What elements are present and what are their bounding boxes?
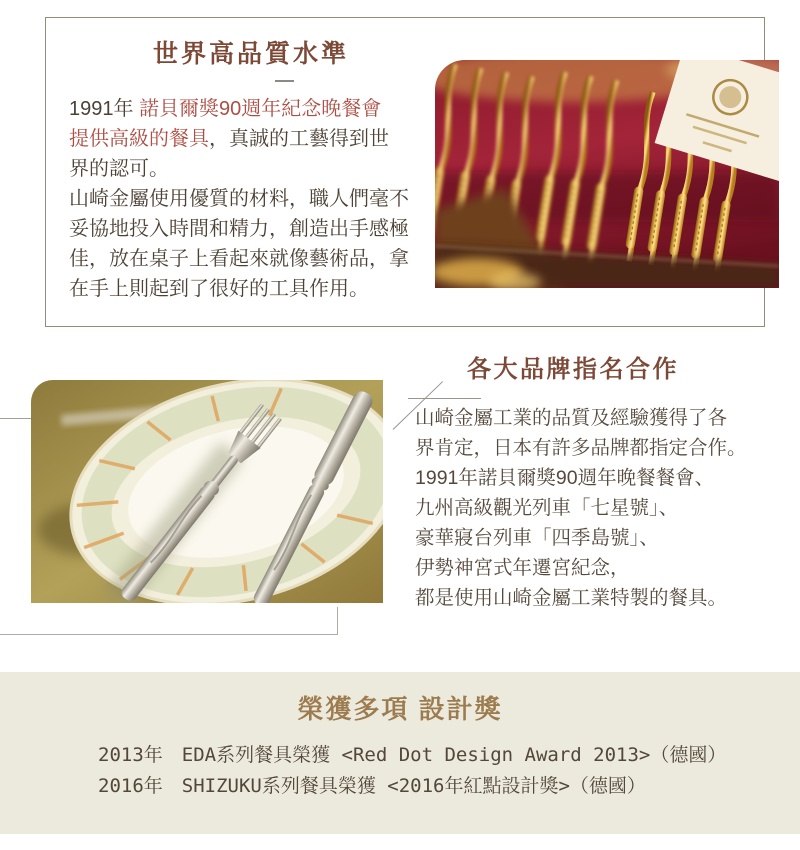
brands-line: 界肯定，日本有許多品牌都指定合作。 <box>415 437 747 459</box>
quality-section-title: 世界高品質水準 <box>152 40 349 68</box>
brands-line: 九州高級觀光列車「七星號」、 <box>415 497 679 519</box>
quality-line-text: ，真誠的工藝得到世 <box>209 128 389 150</box>
photo-frame-line-horizontal <box>0 634 338 635</box>
awards-section-title: 榮獲多項 設計獎 <box>297 694 503 724</box>
quality-line <box>69 124 435 154</box>
quality-line: 界的認可。 <box>69 158 169 180</box>
award-item: 2016年 SHIZUKU系列餐具榮獲 <2016年紅點設計獎>（德國） <box>98 775 646 797</box>
left-edge-connector-line <box>0 418 31 419</box>
photo-frame-line-vertical <box>337 607 338 635</box>
award-item: 2013年 EDA系列餐具榮獲 <Red Dot Design Award 2013>（德國） <box>98 744 727 766</box>
quality-line: 山崎金屬使用優質的材料，職人們毫不 <box>69 188 409 210</box>
awards-list <box>0 740 800 802</box>
quality-line-text: 1991年 <box>69 98 140 120</box>
quality-line: 妥協地投入時間和精力，創造出手感極 <box>69 218 409 240</box>
brands-line: 豪華寢台列車「四季島號」、 <box>415 527 659 549</box>
quality-line <box>69 94 435 124</box>
brands-section-title: 各大品牌指名合作 <box>467 356 679 383</box>
plate-cutlery-photo <box>31 380 383 603</box>
brands-paragraph <box>415 403 747 613</box>
brands-line: 都是使用山崎金屬工業特製的餐具。 <box>415 587 728 609</box>
brands-title-underline <box>408 398 481 399</box>
quality-line: 在手上則起到了很好的工具作用。 <box>69 278 369 300</box>
brands-line: 山崎金屬工業的品質及經驗獲得了各 <box>415 407 728 429</box>
quality-line: 佳，放在桌子上看起來就像藝術品，拿 <box>69 248 409 270</box>
awards-section <box>0 672 800 834</box>
quality-paragraph <box>69 94 435 304</box>
brands-line: 1991年諾貝爾獎90週年晚餐餐會、 <box>415 467 715 489</box>
quality-line-highlight: 提供高級的餐具 <box>69 128 209 150</box>
title-dash-divider <box>275 80 294 82</box>
brands-line: 伊勢神宮式年遷宮紀念， <box>415 557 630 579</box>
quality-line-highlight: 諾貝爾獎90週年紀念晚餐會 <box>139 98 382 120</box>
plate-cutlery-illustration <box>31 380 383 603</box>
gold-cutlery-photo <box>435 60 779 288</box>
gold-cutlery-illustration <box>435 60 779 288</box>
